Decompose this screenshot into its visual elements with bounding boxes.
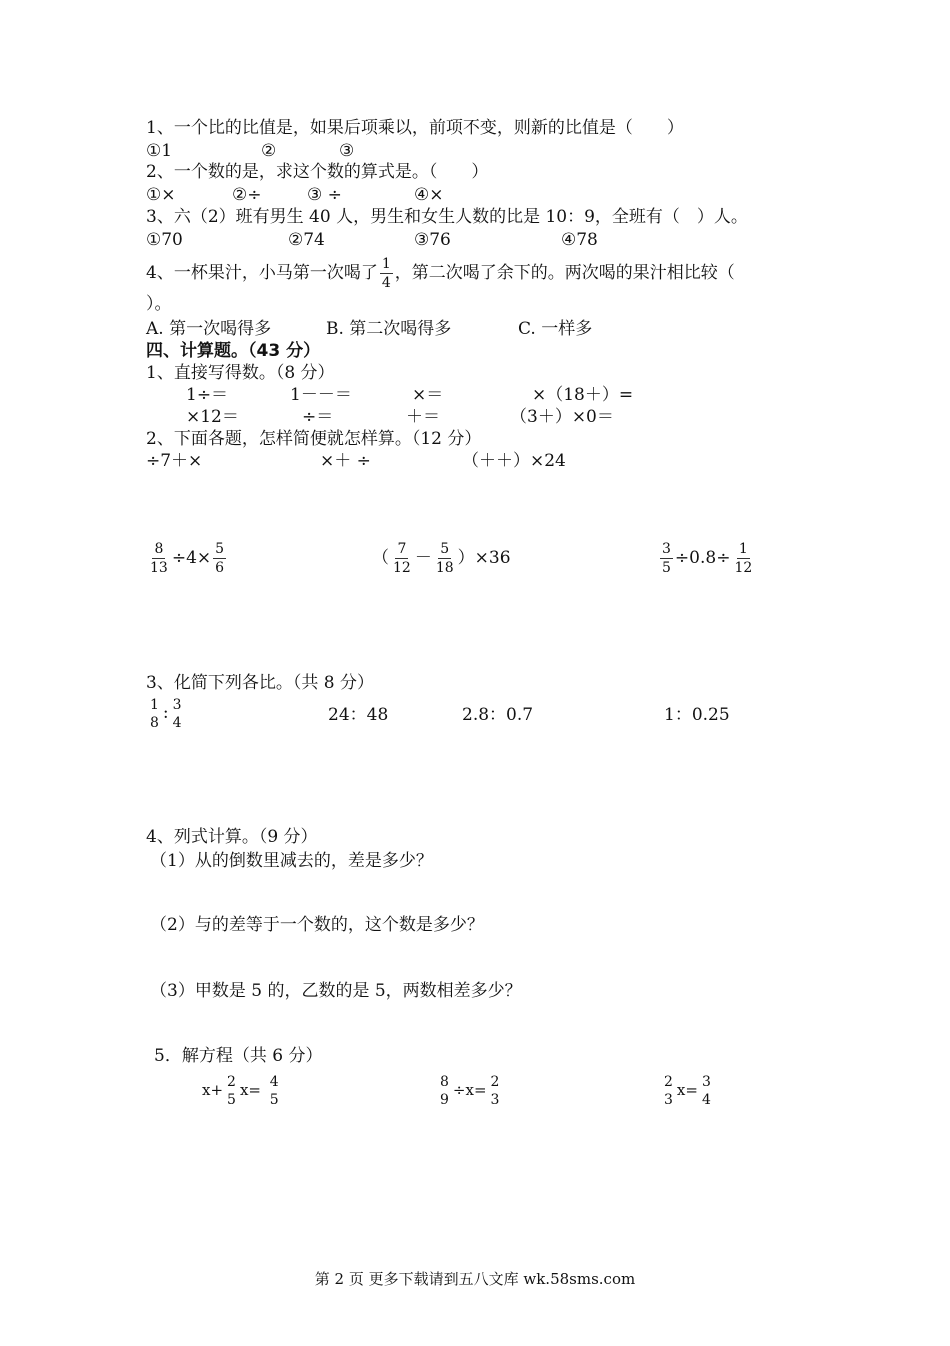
fraction-denominator: 18	[435, 560, 454, 576]
part5-title: 5．解方程（共 6 分）	[154, 1046, 323, 1066]
part1-r2-item1: ×12＝	[186, 407, 239, 427]
part1-r1-item2: 1－－＝	[290, 385, 352, 405]
fraction-denominator: 4	[172, 714, 182, 731]
fraction-denominator: 12	[393, 560, 411, 576]
paren-close: ）×36	[457, 548, 511, 568]
q4-option-c: C. 一样多	[518, 319, 593, 339]
fraction-denominator: 3	[664, 1092, 673, 1108]
part2-title: 2、下面各题，怎样简便就怎样算。（12 分）	[146, 429, 482, 449]
part1-r1-item4: ×（18＋）=	[532, 385, 634, 405]
q3-option-1: ①70	[146, 230, 183, 250]
fraction	[148, 697, 161, 731]
equation-prefix: x+	[202, 1081, 224, 1099]
part5-equation1	[202, 1072, 283, 1108]
part5-equation3	[660, 1072, 715, 1108]
q1-option-2: ②	[261, 141, 277, 161]
q3-option-4: ④78	[561, 230, 598, 250]
part1-title: 1、直接写得数。（8 分）	[146, 363, 335, 383]
part1-r2-item2: ÷＝	[302, 407, 334, 427]
q1-text: 1、一个比的比值是，如果后项乘以，前项不变，则新的比值是（ ）	[146, 118, 684, 138]
q2-option-3: ③ ÷	[307, 185, 342, 205]
fraction-denominator: 6	[215, 560, 225, 576]
part2-r1-item1: ÷7＋×	[146, 451, 203, 471]
fraction-denominator: 5	[269, 1092, 279, 1108]
operator: ÷0.8÷	[674, 548, 731, 568]
fraction	[438, 1074, 451, 1108]
fraction	[213, 541, 226, 576]
q4-fraction-numerator: 1	[381, 256, 391, 272]
q3-option-3: ③76	[414, 230, 451, 250]
fraction-numerator: 2	[664, 1074, 673, 1090]
section-title: 四、计算题。（43 分）	[146, 341, 321, 361]
part1-r1-item1: 1÷＝	[186, 385, 229, 405]
part3-ratio3: 2.8：0.7	[462, 705, 534, 725]
part1-r2-item4: （3＋）×0＝	[510, 407, 614, 427]
q3-text: 3、六（2）班有男生 40 人，男生和女生人数的比是 10：9，全班有（ ）人。	[146, 207, 748, 227]
part4-question3: （3）甲数是 5 的，乙数的是 5，两数相差多少？	[150, 981, 522, 1001]
q4-fraction-denominator: 4	[381, 275, 391, 291]
part4-question2: （2）与的差等于一个数的，这个数是多少？	[150, 915, 484, 935]
q4-text-start: 4、一杯果汁，小马第一次喝了	[146, 263, 378, 283]
q2-text: 2、一个数的是，求这个数的算式是。（ ）	[146, 162, 489, 182]
equation-middle: x=	[676, 1081, 698, 1099]
q4-text-end: ，第二次喝了余下的。两次喝的果汁相比较（	[394, 263, 735, 283]
fraction	[225, 1074, 238, 1108]
equation-middle: ÷x=	[452, 1081, 487, 1099]
fraction-numerator: 3	[701, 1074, 711, 1090]
page-footer: 第 2 页 更多下载请到五八文库 wk.58sms.com	[314, 1270, 636, 1288]
fraction-numerator: 4	[269, 1074, 279, 1090]
fraction-denominator: 5	[662, 560, 671, 576]
part1-r1-item3: ×＝	[412, 385, 444, 405]
fraction	[148, 541, 170, 576]
fraction-numerator: 8	[154, 541, 164, 557]
q4-text-line2: ）。	[146, 294, 172, 314]
equation-middle: x=	[239, 1081, 261, 1099]
q2-option-4: ④×	[414, 185, 444, 205]
fraction-denominator: 3	[490, 1092, 500, 1108]
fraction	[660, 541, 673, 576]
fraction	[662, 1074, 675, 1108]
fraction-denominator: 5	[227, 1092, 236, 1108]
fraction-denominator: 13	[150, 560, 168, 576]
q3-option-2: ②74	[288, 230, 325, 250]
fraction	[434, 541, 456, 576]
fraction-numerator: 1	[738, 541, 748, 557]
q2-option-2: ②÷	[232, 185, 262, 205]
q4-option-b: B. 第二次喝得多	[326, 319, 452, 339]
fraction-denominator: 4	[701, 1092, 711, 1108]
fraction-numerator: 3	[662, 541, 671, 557]
fraction-numerator: 8	[440, 1074, 449, 1090]
fraction-denominator: 9	[440, 1092, 449, 1108]
fraction	[268, 1074, 281, 1108]
ratio-separator: :	[162, 703, 169, 723]
fraction	[391, 541, 413, 576]
fraction	[171, 697, 184, 731]
fraction-denominator: 12	[734, 560, 753, 576]
fraction	[700, 1074, 713, 1108]
q4-option-a: A. 第一次喝得多	[146, 319, 272, 339]
operator: ÷4×	[171, 548, 212, 568]
part5-equation2	[436, 1072, 503, 1108]
part1-r2-item3: ＋＝	[406, 407, 440, 427]
part2-expr3	[658, 540, 756, 576]
q1-option-1: ①1	[146, 141, 173, 161]
part3-ratio4: 1：0.25	[664, 705, 730, 725]
fraction-numerator: 2	[490, 1074, 500, 1090]
part3-title: 3、化简下列各比。（共 8 分）	[146, 673, 374, 693]
paren-open: （	[372, 548, 389, 568]
fraction-numerator: 7	[397, 541, 407, 557]
part2-expr1	[146, 540, 228, 576]
fraction-denominator: 8	[150, 714, 159, 731]
fraction-numerator: 5	[440, 541, 450, 557]
part2-r1-item2: ×＋ ÷	[320, 451, 371, 471]
part2-expr2	[372, 540, 511, 576]
operator: －	[414, 548, 432, 568]
part4-question1: （1）从的倒数里减去的，差是多少？	[150, 851, 433, 871]
fraction-numerator: 1	[150, 696, 159, 713]
fraction	[489, 1074, 502, 1108]
q4-fraction	[380, 256, 393, 291]
fraction-numerator: 2	[227, 1074, 236, 1090]
q1-option-3: ③	[339, 141, 355, 161]
q4-text	[146, 256, 735, 291]
part4-title: 4、列式计算。（9 分）	[146, 827, 318, 847]
part3-ratio1	[146, 695, 186, 731]
q2-option-1: ①×	[146, 185, 176, 205]
fraction-numerator: 5	[215, 541, 225, 557]
fraction-numerator: 3	[172, 696, 182, 713]
fraction	[732, 541, 754, 576]
part2-r1-item3: （＋＋）×24	[462, 451, 566, 471]
part3-ratio2: 24：48	[328, 705, 389, 725]
